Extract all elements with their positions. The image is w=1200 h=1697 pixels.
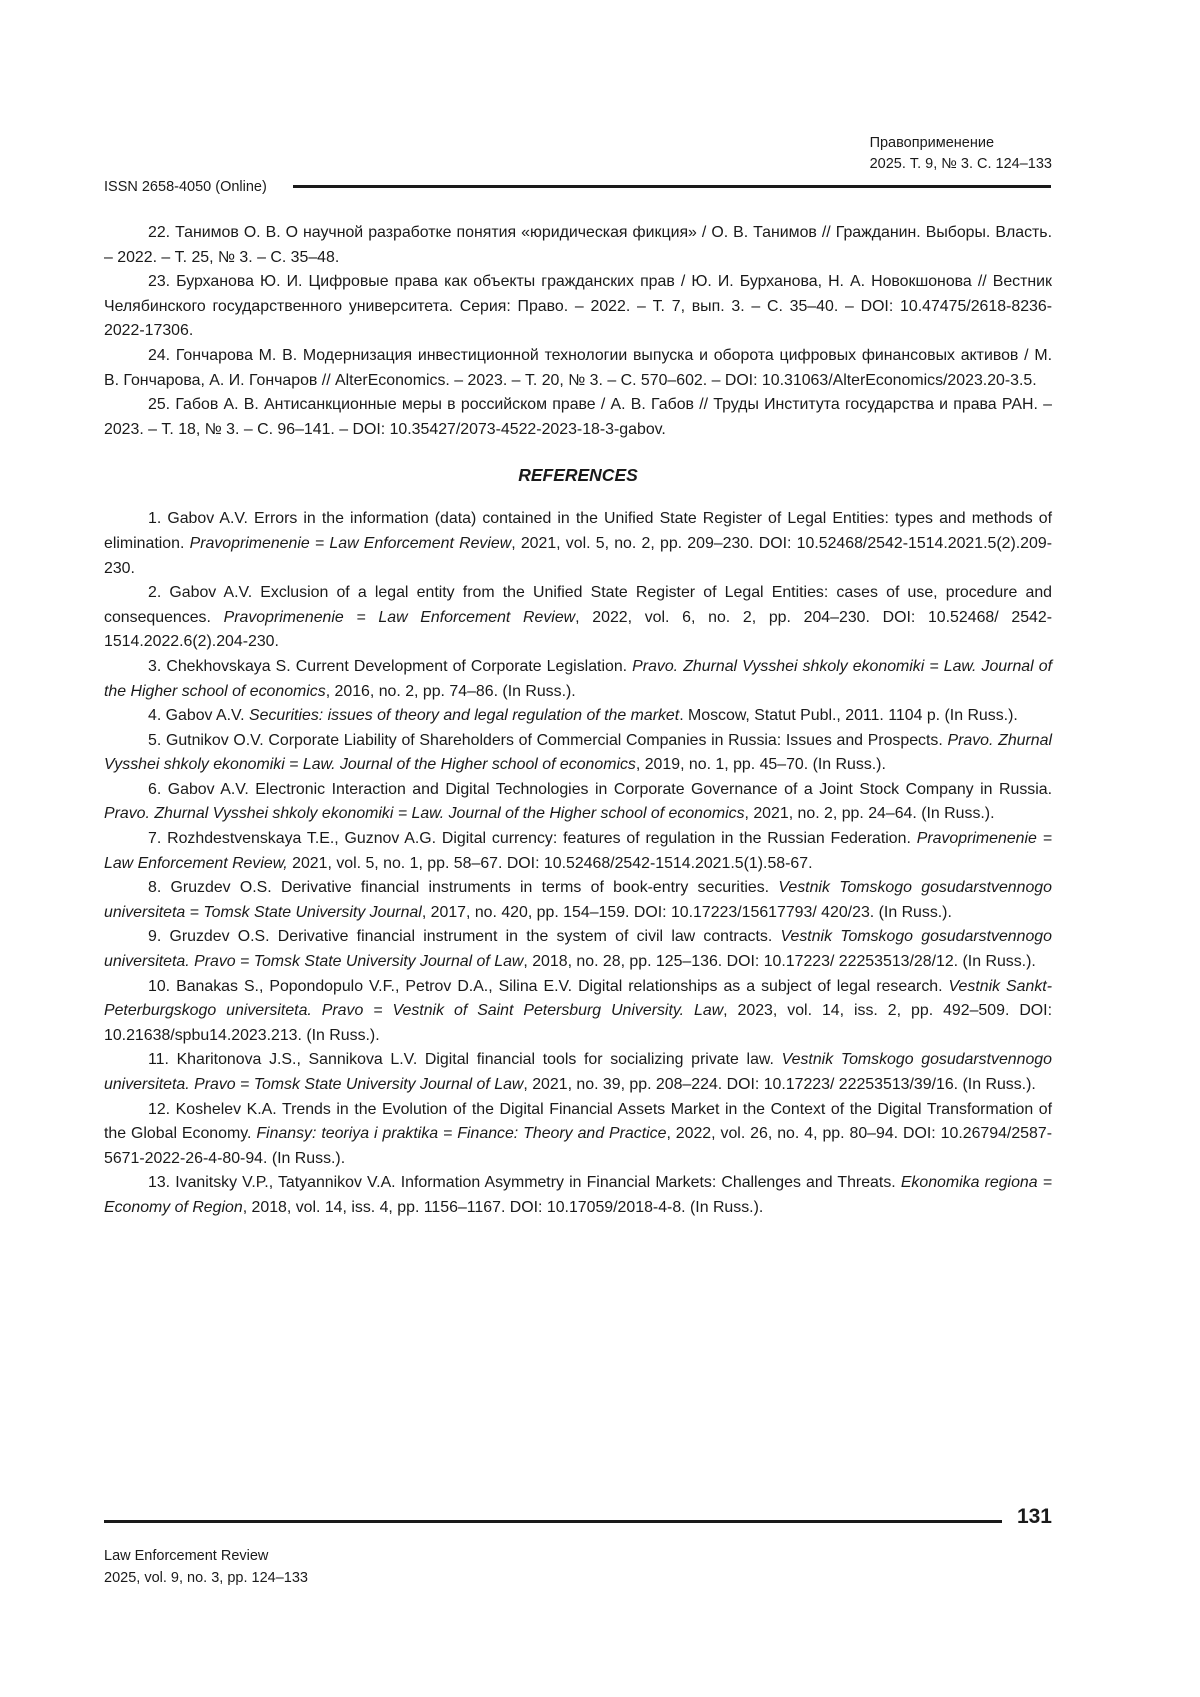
reference-item — [104, 270, 1052, 344]
reference-text: 3. Chekhovskaya S. Current Development of Corporate Legislation. — [148, 658, 632, 675]
reference-text: 2021, vol. 5, no. 1, pp. 58–67. DOI: 10.52468/2542-1514.2021.5(1).58-67. — [288, 855, 813, 872]
issn: ISSN 2658-4050 (Online) — [104, 177, 267, 198]
journal-issue-ru: 2025. Т. 9, № 3. С. 124–133 — [870, 154, 1052, 175]
reference-source-title: Vestnik Tomskogo gosudarstvennogo universiteta. Pravo = Tomsk State University Journal of Law — [104, 928, 1052, 970]
reference-text: 23. Бурханова Ю. И. Цифровые права как объекты гражданских прав / Ю. И. Бурханова, Н. А. Новокшонова // Вестник Челябинского государственного университета. Серия: Право. – 2022. – Т. 7, вып. 3. – С. 35–40. – DOI: 10.47475/2618-8236-2022-17306. — [104, 273, 1052, 339]
reference-item — [104, 581, 1052, 655]
reference-item — [104, 1171, 1052, 1220]
reference-source-title: Vestnik Tomskogo gosudarstvennogo universiteta. Pravo = Tomsk State University Journal of Law — [104, 1051, 1052, 1093]
reference-text: 25. Габов А. В. Антисанкционные меры в российском праве / А. В. Габов // Труды Института государства и права РАН. – 2023. – Т. 18, № 3. – С. 96–141. – DOI: 10.35427/2073-4522-2023-18-3-gabov. — [104, 396, 1052, 438]
reference-text: , 2019, no. 1, pp. 45–70. (In Russ.). — [636, 756, 886, 773]
reference-text: 22. Танимов О. В. О научной разработке понятия «юридическая фикция» / О. В. Танимов // Гражданин. Выборы. Власть. – 2022. – Т. 25, № 3. – С. 35–48. — [104, 224, 1052, 266]
reference-text: , 2021, vol. 5, no. 2, pp. 209–230. DOI: 10.52468/2542-1514.2021.5(2).209-230. — [104, 535, 1052, 577]
reference-item — [104, 729, 1052, 778]
russian-reference-list — [104, 221, 1052, 442]
reference-source-title: Ekonomika regiona = Economy of Region — [104, 1174, 1052, 1216]
reference-item — [104, 975, 1052, 1049]
reference-item — [104, 221, 1052, 270]
reference-text: 9. Gruzdev O.S. Derivative financial instrument in the system of civil law contracts. — [148, 928, 781, 945]
reference-text: , 2021, no. 39, pp. 208–224. DOI: 10.17223/ 22253513/39/16. (In Russ.). — [523, 1076, 1035, 1093]
reference-text: 6. Gabov A.V. Electronic Interaction and Digital Technologies in Corporate Governance of a Joint Stock Company in Russia. — [148, 781, 1052, 798]
english-reference-list — [104, 507, 1052, 1220]
reference-text: 11. Kharitonova J.S., Sannikova L.V. Digital financial tools for socializing private law. — [148, 1051, 782, 1068]
reference-text: , 2018, no. 28, pp. 125–136. DOI: 10.17223/ 22253513/28/12. (In Russ.). — [523, 953, 1035, 970]
reference-text: , 2017, no. 420, pp. 154–159. DOI: 10.17223/15617793/ 420/23. (In Russ.). — [422, 904, 952, 921]
reference-text: 12. Koshelev K.A. Trends in the Evolution of the Digital Financial Assets Market in the Context of the Digital Transformation of the Global Economy. — [104, 1101, 1052, 1143]
reference-text: 10. Banakas S., Popondopulo V.F., Petrov D.A., Silina E.V. Digital relationships as a subject of legal research. — [148, 978, 949, 995]
reference-source-title: Vestnik Tomskogo gosudarstvennogo universiteta = Tomsk State University Journal — [104, 879, 1052, 921]
reference-text: . Moscow, Statut Publ., 2011. 1104 p. (In Russ.). — [679, 707, 1018, 724]
reference-text: 5. Gutnikov O.V. Corporate Liability of Shareholders of Commercial Companies in Russia: Issues and Prospects. — [148, 732, 947, 749]
journal-title-en: Law Enforcement Review — [104, 1545, 308, 1567]
reference-source-title: Pravo. Zhurnal Vysshei shkoly ekonomiki = Law. Journal of the Higher school of economics — [104, 732, 1052, 774]
reference-text: , 2021, no. 2, pp. 24–64. (In Russ.). — [745, 805, 995, 822]
reference-source-title: Pravoprimenenie = Law Enforcement Review, — [104, 830, 1052, 872]
reference-item — [104, 876, 1052, 925]
running-header-ru — [870, 133, 1052, 175]
page-number: 131 — [1012, 1505, 1052, 1529]
header-rule — [293, 185, 1051, 188]
running-footer-en — [104, 1545, 308, 1589]
reference-text: , 2023, vol. 14, iss. 2, pp. 492–509. DOI: 10.21638/spbu14.2023.213. (In Russ.). — [104, 1002, 1052, 1044]
reference-item — [104, 827, 1052, 876]
journal-title-ru: Правоприменение — [870, 133, 1052, 154]
reference-text: , 2022, vol. 26, no. 4, pp. 80–94. DOI: 10.26794/2587-5671-2022-26-4-80-94. (In Russ.). — [104, 1125, 1052, 1167]
reference-text: 2. Gabov A.V. Exclusion of a legal entity from the Unified State Register of Legal Entities: cases of use, procedure and consequences. — [104, 584, 1052, 626]
reference-source-title: Securities: issues of theory and legal regulation of the market — [249, 707, 679, 724]
reference-text: 7. Rozhdestvenskaya T.E., Guznov A.G. Digital currency: features of regulation in the Russian Federation. — [148, 830, 917, 847]
reference-source-title: Vestnik Sankt-Peterburgskogo universiteta. Pravo = Vestnik of Saint Petersburg University. Law — [104, 978, 1052, 1020]
reference-item — [104, 1098, 1052, 1172]
journal-issue-en: 2025, vol. 9, no. 3, pp. 124–133 — [104, 1567, 308, 1589]
reference-text: 4. Gabov A.V. — [148, 707, 249, 724]
reference-item — [104, 393, 1052, 442]
reference-text: , 2022, vol. 6, no. 2, pp. 204–230. DOI: 10.52468/ 2542-1514.2022.6(2).204-230. — [104, 609, 1052, 651]
reference-text: 24. Гончарова М. В. Модернизация инвестиционной технологии выпуска и оборота цифровых финансовых активов / М. В. Гончарова, А. И. Гончаров // AlterEconomics. – 2023. – Т. 20, № 3. – С. 570–602. – DOI: 10.31063/AlterEconomics/2023.20-3.5. — [104, 347, 1052, 389]
references-heading: REFERENCES — [104, 463, 1052, 487]
footer-rule — [104, 1520, 1002, 1523]
reference-item — [104, 1048, 1052, 1097]
reference-text: , 2018, vol. 14, iss. 4, pp. 1156–1167. DOI: 10.17059/2018-4-8. (In Russ.). — [243, 1199, 764, 1216]
reference-item — [104, 778, 1052, 827]
reference-item — [104, 925, 1052, 974]
reference-source-title: Pravo. Zhurnal Vysshei shkoly ekonomiki = Law. Journal of the Higher school of economics — [104, 658, 1052, 700]
reference-source-title: Pravoprimenenie = Law Enforcement Review — [224, 609, 576, 626]
reference-item — [104, 507, 1052, 581]
reference-source-title: Pravo. Zhurnal Vysshei shkoly ekonomiki = Law. Journal of the Higher school of economics — [104, 805, 745, 822]
reference-source-title: Finansy: teoriya i praktika = Finance: Theory and Practice — [256, 1125, 666, 1142]
reference-item — [104, 655, 1052, 704]
reference-item — [104, 344, 1052, 393]
reference-text: , 2016, no. 2, pp. 74–86. (In Russ.). — [326, 683, 576, 700]
page-body — [104, 221, 1052, 1221]
reference-text: 8. Gruzdev O.S. Derivative financial instruments in terms of book-entry securities. — [148, 879, 778, 896]
reference-source-title: Pravoprimenenie = Law Enforcement Review — [190, 535, 512, 552]
reference-item — [104, 704, 1052, 729]
reference-text: 13. Ivanitsky V.P., Tatyannikov V.A. Information Asymmetry in Financial Markets: Challenges and Threats. — [148, 1174, 901, 1191]
reference-text: 1. Gabov A.V. Errors in the information (data) contained in the Unified State Register of Legal Entities: types and methods of elimination. — [104, 510, 1052, 552]
